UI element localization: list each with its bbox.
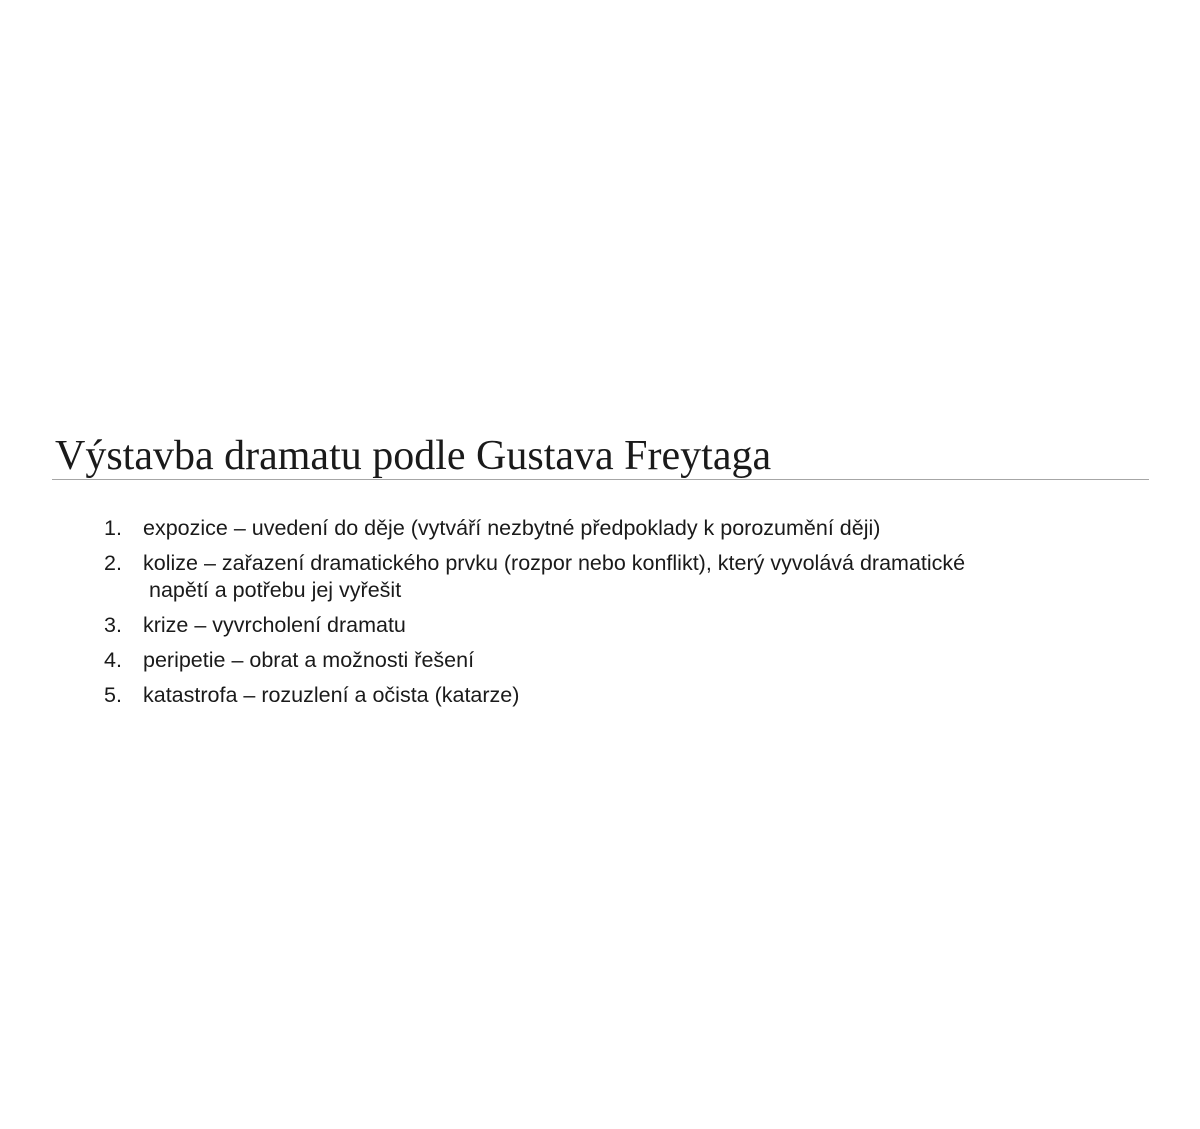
list-item — [104, 550, 1164, 604]
list-item — [104, 682, 1164, 709]
list-item — [104, 515, 1164, 542]
list-item-text: peripetie – obrat a možnosti řešení — [143, 648, 475, 672]
list-item-text: katastrofa – rozuzlení a očista (katarze) — [143, 683, 520, 707]
list-item-number: 1. — [104, 516, 122, 540]
list-item-number: 4. — [104, 648, 122, 672]
list-item-text: kolize – zařazení dramatického prvku (rozpor nebo konflikt), který vyvolává dramatické — [143, 551, 966, 575]
list-item — [104, 612, 1164, 639]
list-item-text: expozice – uvedení do děje (vytváří nezbytné předpoklady k porozumění ději) — [143, 516, 881, 540]
list-item-number: 2. — [104, 551, 122, 575]
list-item-continuation: napětí a potřebu jej vyřešit — [149, 578, 402, 602]
list-item-number: 5. — [104, 683, 122, 707]
numbered-list — [104, 515, 1164, 717]
list-item — [104, 647, 1164, 674]
list-item-number: 3. — [104, 613, 122, 637]
title-divider — [52, 479, 1149, 480]
list-item-text: krize – vyvrcholení dramatu — [143, 613, 406, 637]
slide-title: Výstavba dramatu podle Gustava Freytaga — [55, 433, 772, 479]
